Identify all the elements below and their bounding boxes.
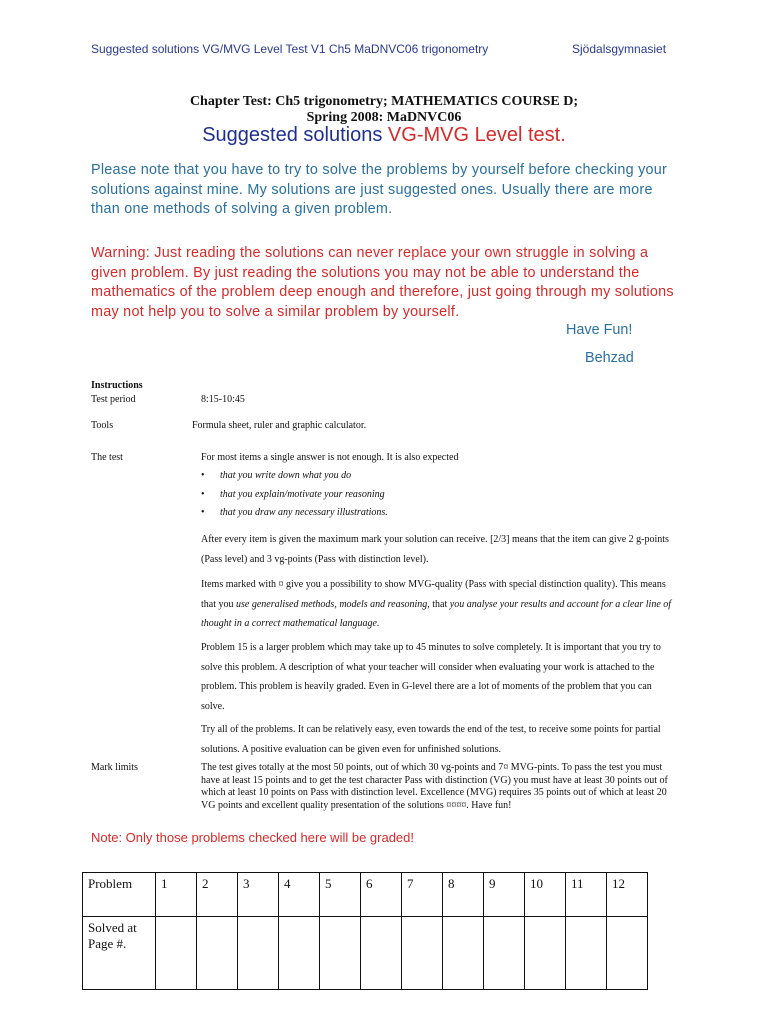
solved-page-cell[interactable] (484, 917, 525, 990)
bullet-icon: • (201, 470, 205, 481)
bullet-icon: • (201, 507, 205, 518)
solved-page-cell[interactable] (238, 917, 279, 990)
problem-number-cell: 1 (156, 873, 197, 917)
tools-value: Formula sheet, ruler and graphic calculator. (192, 420, 367, 431)
subtitle-part2: VG-MVG Level test. (387, 124, 566, 146)
mvg-items-paragraph (201, 575, 676, 634)
bullet-text: that you write down what you do (220, 470, 352, 481)
document-subtitle (0, 124, 768, 147)
try-all-paragraph: Try all of the problems. It can be relatively easy, even towards the end of the test, to receive some points for partial solutions. A positive evaluation can be given even for unfinished solutions. (201, 724, 661, 755)
list-item (201, 489, 385, 500)
test-period-label: Test period (91, 394, 136, 405)
bullet-text: that you draw any necessary illustrations. (220, 507, 388, 518)
graded-note: Note: Only those problems checked here will be graded! (91, 830, 415, 845)
solved-page-cell[interactable] (607, 917, 648, 990)
problem-number-cell: 2 (197, 873, 238, 917)
problem-header-cell: Problem (83, 873, 156, 917)
problem-number-cell: 9 (484, 873, 525, 917)
solved-page-cell[interactable] (279, 917, 320, 990)
table-row (83, 917, 648, 990)
mvg-text-1: Items marked with ¤ give you a possibility to show MVG-quality (Pass with special distinction quality). This means that you (201, 579, 666, 610)
list-item (201, 470, 351, 481)
problem15-paragraph: Problem 15 is a larger problem which may take up to 45 minutes to solve completely. It is important that you try to solve this problem. A description of what your teacher will consider when evaluating your work is attached to the problem. This problem is heavily graded. Even in G-level there are a lot of moments of the problem that you can solve. (201, 642, 661, 712)
mark-limits-label: Mark limits (91, 762, 138, 773)
problem-table (82, 872, 648, 990)
bullet-text: that you explain/motivate your reasoning (220, 489, 385, 500)
mvg-text-2: that (432, 598, 448, 610)
solved-page-cell[interactable] (361, 917, 402, 990)
problem-number-cell: 4 (279, 873, 320, 917)
warning-paragraph: Warning: Just reading the solutions can never replace your own struggle in solving a given problem. By just reading the solutions you may not be able to understand the mathematics of the problem deep enough and therefore, just going through my solutions may not help you to solve a similar problem by yourself. (91, 245, 674, 320)
document-title-line2: Spring 2008: MaDNVC06 (306, 110, 462, 125)
solved-page-cell[interactable] (525, 917, 566, 990)
problem-number-cell: 8 (443, 873, 484, 917)
problem-number-cell: 12 (607, 873, 648, 917)
solved-page-cell[interactable] (320, 917, 361, 990)
mark-limits-text: The test gives totally at the most 50 points, out of which 30 vg-points and 7¤ MVG-pints. To pass the test you must have at least 15 points and to get the test character Pass with distinction (VG) you must have at least 30 points out of which at least 10 points on Pass with distinction level. Excellence (MVG) requires 35 points out of which at least 20 VG points and excellent quality presentation of the solutions ¤¤¤¤. Have fun! (201, 762, 668, 811)
author-name: Behzad (585, 350, 634, 366)
note-paragraph: Please note that you have to try to solve the problems by yourself before checking your solutions against mine. My solutions are just suggested ones. Usually there are more than one methods of solving a given problem. (91, 162, 668, 217)
mvg-text-italic-1: use generalised methods, models and reasoning, (236, 598, 430, 610)
the-test-intro: For most items a single answer is not enough. It is also expected (201, 452, 459, 463)
mvg-text-italic-2: you analyse your results and account for a clear line of thought in a correct mathematical language. (201, 598, 672, 629)
bullet-icon: • (201, 489, 205, 500)
solved-page-cell[interactable] (156, 917, 197, 990)
problem-number-cell: 11 (566, 873, 607, 917)
solved-page-header-cell: Solved at Page #. (83, 917, 156, 990)
marks-paragraph: After every item is given the maximum mark your solution can receive. [2/3] means that the item can give 2 g-points (Pass level) and 3 vg-points (Pass with distinction level). (201, 534, 669, 565)
page-header-school: Sjödalsgymnasiet (572, 42, 667, 56)
instructions-heading: Instructions (91, 380, 143, 391)
solved-page-cell[interactable] (443, 917, 484, 990)
page-header-title: Suggested solutions VG/MVG Level Test V1 Ch5 MaDNVC06 trigonometry (91, 42, 489, 56)
subtitle-part1: Suggested solutions (202, 124, 383, 146)
test-period-value: 8:15-10:45 (201, 394, 245, 405)
the-test-label: The test (91, 452, 123, 463)
solved-page-cell[interactable] (197, 917, 238, 990)
document-title-line1: Chapter Test: Ch5 trigonometry; MATHEMATICS COURSE D; (189, 94, 579, 109)
problem-number-cell: 3 (238, 873, 279, 917)
solved-page-cell[interactable] (566, 917, 607, 990)
problem-number-cell: 6 (361, 873, 402, 917)
table-row (83, 873, 648, 917)
problem-number-cell: 5 (320, 873, 361, 917)
list-item (201, 507, 388, 518)
solved-page-cell[interactable] (402, 917, 443, 990)
problem-number-cell: 7 (402, 873, 443, 917)
have-fun-text: Have Fun! (566, 322, 633, 338)
tools-label: Tools (91, 420, 114, 431)
problem-number-cell: 10 (525, 873, 566, 917)
